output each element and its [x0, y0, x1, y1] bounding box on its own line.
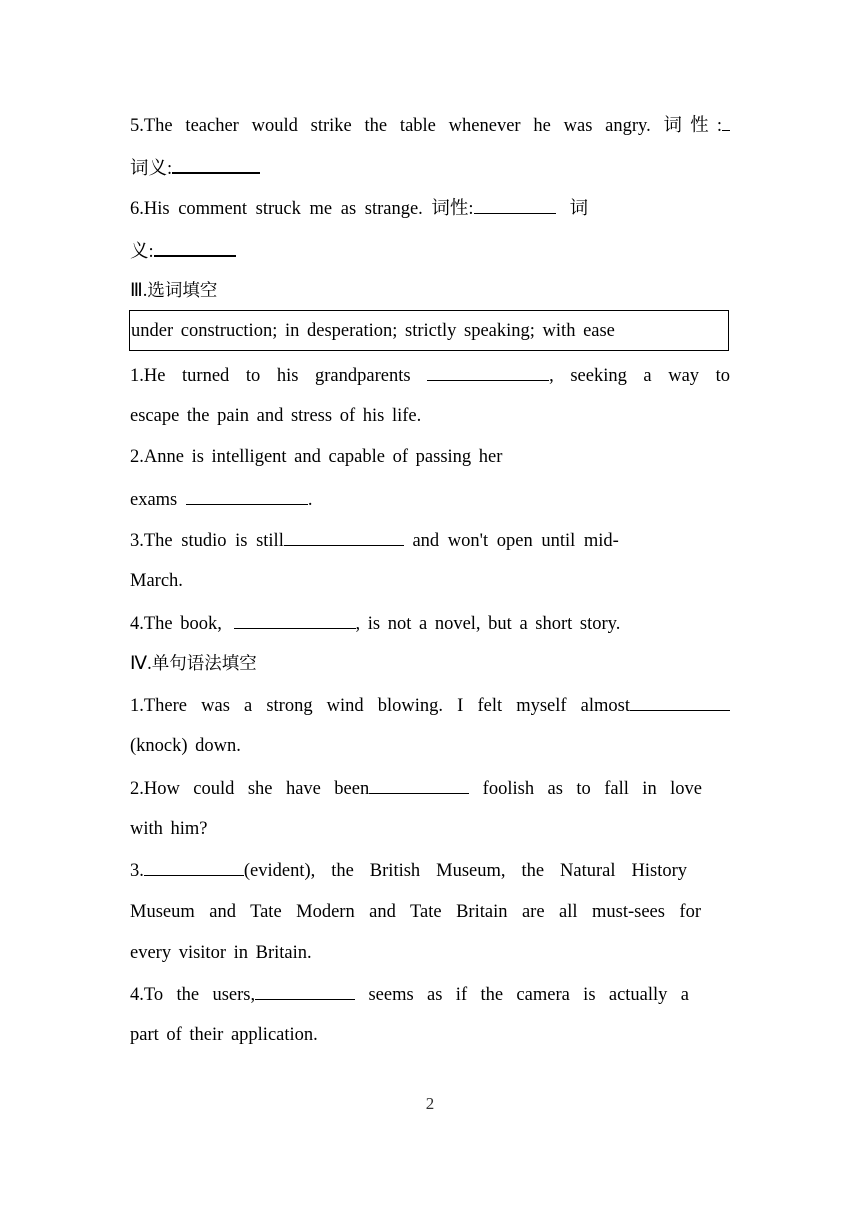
page-number: 2: [425, 1094, 435, 1113]
q-iv-3-b: (evident), the British Museum, the Natural History: [243, 861, 687, 881]
q-ii-6-blank-pos[interactable]: [474, 196, 556, 214]
q-iii-2-a: exams: [130, 490, 178, 510]
q-iv-3-line2: Museum and Tate Modern and Tate Britain are all must-sees for: [130, 902, 701, 922]
q-iii-4-line1: [130, 611, 730, 636]
q-ii-6-line1: [130, 196, 630, 221]
q-iii-3-blank[interactable]: [284, 528, 404, 546]
q-iv-2-blank[interactable]: [369, 776, 469, 794]
q-iii-2-blank[interactable]: [186, 487, 308, 505]
q-iv-2-line2: with him?: [130, 819, 208, 839]
q-ii-6-meaning-label: 义:: [130, 242, 154, 262]
q-iv-1-line2: (knock) down.: [130, 736, 241, 756]
q-iv-3-line3: every visitor in Britain.: [130, 943, 312, 963]
section-iv-numeral: Ⅳ.: [130, 654, 152, 674]
q-iv-3-blank[interactable]: [144, 858, 244, 876]
q-iii-1-a: 1.He turned to his grandparents: [130, 366, 411, 386]
q-iv-4-blank[interactable]: [255, 982, 355, 1000]
word-bank-text: under construction; in desperation; strictly speaking; with ease: [131, 321, 615, 341]
q-iii-4-blank[interactable]: [234, 611, 356, 629]
q-ii-5-blank-meaning[interactable]: [172, 155, 260, 174]
q-ii-5-text: 5.The teacher would strike the table whenever he was angry. 词性:: [130, 116, 722, 136]
q-iv-4-line2: part of their application.: [130, 1025, 318, 1045]
q-iii-1-b: , seeking a way to: [549, 366, 730, 386]
q-iv-4-a: 4.To the users,: [130, 985, 256, 1005]
q-iv-1-line1: [130, 693, 730, 718]
q-iv-2-line1: [130, 776, 702, 801]
section-iii-numeral: Ⅲ.: [130, 281, 148, 301]
q-iii-1-blank[interactable]: [427, 363, 549, 381]
q-ii-5-line1: [130, 113, 730, 138]
section-iv-title: 单句语法填空: [151, 654, 257, 674]
q-iii-2-line2: [130, 487, 730, 512]
q-iv-4-line1: [130, 982, 689, 1007]
q-iv-2-b: foolish as to fall in love: [469, 779, 702, 799]
q-ii-6-text: 6.His comment struck me as strange. 词性:: [130, 199, 474, 219]
q-iii-4-b: , is not a novel, but a short story.: [355, 614, 621, 634]
q-iii-1-line1: [130, 363, 730, 388]
q-iii-2-b: .: [307, 490, 313, 510]
q-iv-1-blank[interactable]: [630, 693, 730, 711]
q-ii-6-blank-meaning[interactable]: [154, 238, 236, 257]
q-iii-3-a: 3.The studio is still: [130, 531, 284, 551]
q-ii-6-line2: [130, 238, 730, 264]
q-iii-3-b: and won't open until mid-: [403, 531, 619, 551]
q-iv-3-a: 3.: [130, 861, 144, 881]
word-bank-box: [129, 310, 729, 351]
q-ii-6-mid: 词: [569, 199, 589, 219]
q-iv-1-a: 1.There was a strong wind blowing. I felt myself almost: [130, 696, 630, 716]
q-iv-3-line1: [130, 858, 687, 883]
q-iv-4-b: seems as if the camera is actually a: [355, 985, 689, 1005]
section-iii-heading: [130, 279, 730, 303]
q-iii-2-line1: 2.Anne is intelligent and capable of passing her: [130, 447, 503, 467]
q-ii-5-blank-pos[interactable]: [722, 113, 730, 131]
q-ii-5-meaning-label: 词义:: [130, 159, 173, 179]
q-iii-3-line2: March.: [130, 571, 183, 591]
q-iii-3-line1: [130, 528, 730, 553]
section-iii-title: 选词填空: [147, 281, 218, 301]
q-iii-4-a: 4.The book,: [130, 614, 222, 634]
q-iv-2-a: 2.How could she have been: [130, 779, 370, 799]
q-iii-1-line2: escape the pain and stress of his life.: [130, 406, 422, 426]
section-iv-heading: [130, 652, 730, 676]
q-ii-5-line2: [130, 155, 730, 181]
